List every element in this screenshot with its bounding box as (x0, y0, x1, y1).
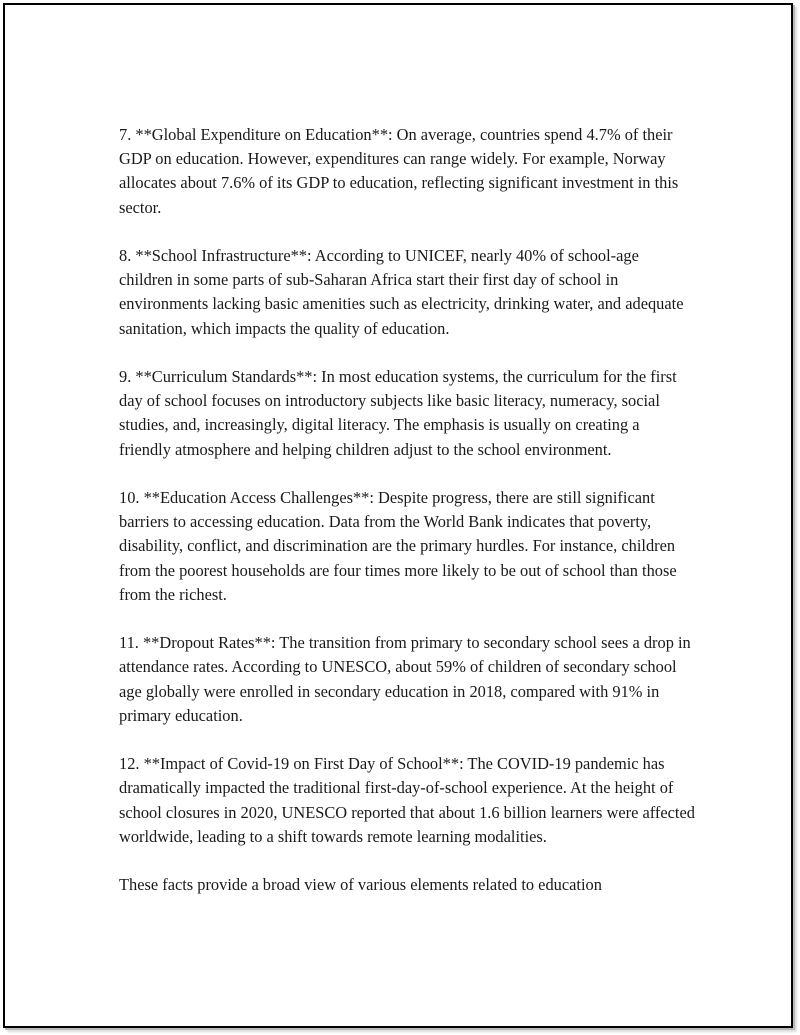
paragraph-curriculum-standards: 9. **Curriculum Standards**: In most education systems, the curriculum for the first day of school focuses on introductory subjects like basic literacy, numeracy, social studies, and, increasingly, digital literacy. The emphasis is usually on creating a friendly atmosphere and helping children adjust to the school environment. (119, 367, 677, 459)
paragraph-global-expenditure: 7. **Global Expenditure on Education**: On average, countries spend 4.7% of their GDP on education. However, expenditures can range widely. For example, Norway allocates about 7.6% of its GDP to education, reflecting significant investment in this sector. (119, 125, 679, 217)
document-page (3, 3, 793, 1028)
paragraph-dropout-rates: 11. **Dropout Rates**: The transition from primary to secondary school sees a drop in attendance rates. According to UNESCO, about 59% of children of secondary school age globally were enrolled in secondary education in 2018, compared with 91% in primary education. (119, 633, 691, 725)
paragraph-closing-summary: These facts provide a broad view of various elements related to education (119, 875, 602, 895)
document-body (119, 123, 695, 922)
paragraph-school-infrastructure: 8. **School Infrastructure**: According to UNICEF, nearly 40% of school-age children in some parts of sub-Saharan Africa start their first day of school in environments lacking basic amenities such as electricity, drinking water, and adequate sanitation, which impacts the quality of education. (119, 246, 684, 338)
paragraph-education-access-challenges: 10. **Education Access Challenges**: Despite progress, there are still significant barriers to accessing education. Data from the World Bank indicates that poverty, disability, conflict, and discrimination are the primary hurdles. For instance, children from the poorest households are four times more likely to be out of school than those from the richest. (119, 488, 677, 604)
paragraph-covid-impact: 12. **Impact of Covid-19 on First Day of School**: The COVID-19 pandemic has dramatically impacted the traditional first-day-of-school experience. At the height of school closures in 2020, UNESCO reported that about 1.6 billion learners were affected worldwide, leading to a shift towards remote learning modalities. (119, 754, 695, 846)
